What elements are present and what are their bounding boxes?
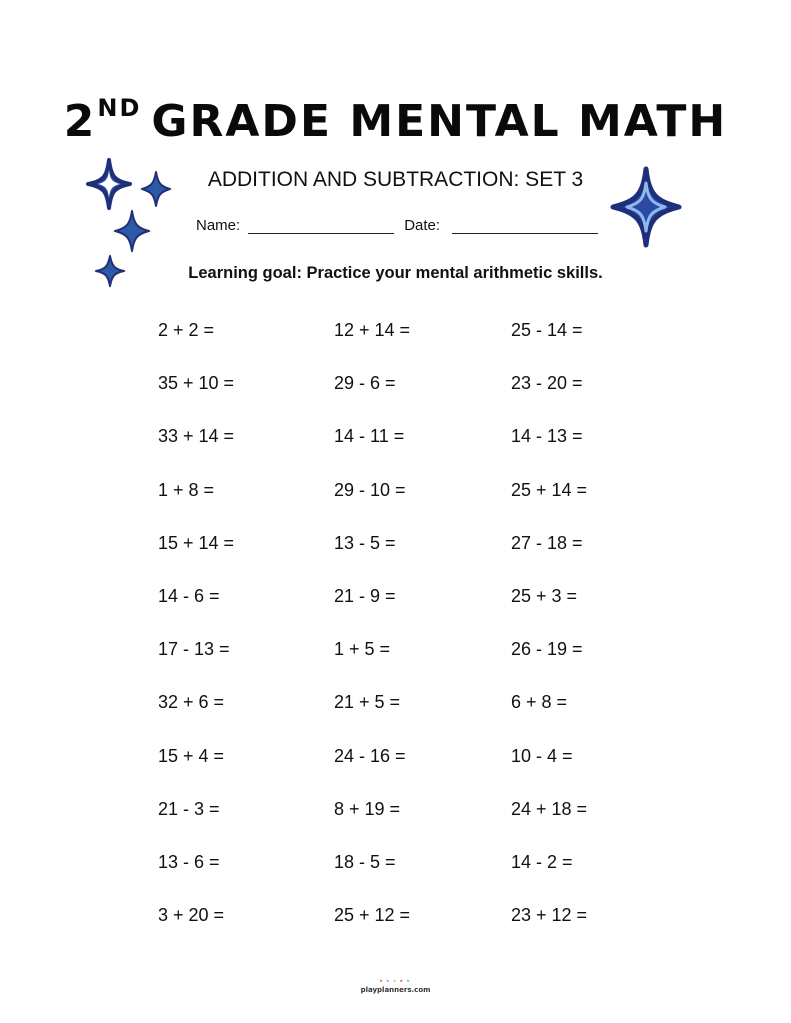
math-problem: 3 + 20 = — [158, 905, 225, 925]
learning-goal: Learning goal: Practice your mental arithmetic skills. — [188, 264, 603, 282]
math-problem: 25 + 14 = — [511, 480, 588, 500]
math-problem: 21 + 5 = — [334, 692, 401, 712]
math-problem: 14 - 6 = — [158, 586, 220, 606]
math-problem: 29 - 6 = — [334, 373, 396, 393]
math-problem: 29 - 10 = — [334, 480, 406, 500]
page-title — [0, 96, 791, 147]
math-problem: 24 - 16 = — [334, 746, 406, 766]
star-icon — [86, 158, 132, 210]
math-problem: 14 - 2 = — [511, 852, 573, 872]
math-problem: 8 + 19 = — [334, 799, 401, 819]
math-problem: 27 - 18 = — [511, 533, 583, 553]
date-field[interactable] — [452, 219, 598, 234]
math-problem: 32 + 6 = — [158, 692, 225, 712]
footer-site: playplanners.com — [360, 986, 431, 994]
math-problem: 23 + 12 = — [511, 905, 588, 925]
star-icon — [90, 250, 130, 292]
title-suffix: ND — [97, 94, 142, 123]
math-problem: 24 + 18 = — [511, 799, 588, 819]
title-rest: GRADE MENTAL MATH — [151, 96, 728, 147]
math-problem: 14 - 11 = — [334, 426, 405, 446]
math-problem: 25 + 12 = — [334, 905, 411, 925]
math-problem: 6 + 8 = — [511, 692, 568, 712]
math-problem: 23 - 20 = — [511, 373, 583, 393]
footer-logo[interactable] — [0, 978, 791, 994]
math-problem: 17 - 13 = — [158, 639, 230, 659]
math-problem: 26 - 19 = — [511, 639, 583, 659]
math-problem: 12 + 14 = — [334, 320, 411, 340]
math-problem: 1 + 8 = — [158, 480, 215, 500]
name-field[interactable] — [248, 219, 394, 234]
math-problem: 25 + 3 = — [511, 586, 578, 606]
math-problem: 13 - 5 = — [334, 533, 396, 553]
math-problem: 15 + 14 = — [158, 533, 235, 553]
name-label: Name: — [196, 217, 241, 234]
math-problem: 25 - 14 = — [511, 320, 583, 340]
name-date-fields — [196, 217, 598, 234]
math-problem: 2 + 2 = — [158, 320, 215, 340]
math-problem: 21 - 9 = — [334, 586, 396, 606]
math-problem: 35 + 10 = — [158, 373, 235, 393]
math-problem: 33 + 14 = — [158, 426, 235, 446]
star-icon — [610, 166, 682, 248]
date-label: Date: — [404, 217, 441, 234]
math-problem: 1 + 5 = — [334, 639, 391, 659]
math-problem: 13 - 6 = — [158, 852, 220, 872]
sparkle-dots-icon: ••••• — [378, 977, 413, 986]
math-problem: 21 - 3 = — [158, 799, 220, 819]
math-problem: 18 - 5 = — [334, 852, 396, 872]
math-problem: 10 - 4 = — [511, 746, 573, 766]
math-problem: 15 + 4 = — [158, 746, 225, 766]
page-subtitle: ADDITION AND SUBTRACTION: SET 3 — [207, 168, 584, 191]
title-number: 2 — [63, 96, 97, 147]
math-problem: 14 - 13 = — [511, 426, 583, 446]
